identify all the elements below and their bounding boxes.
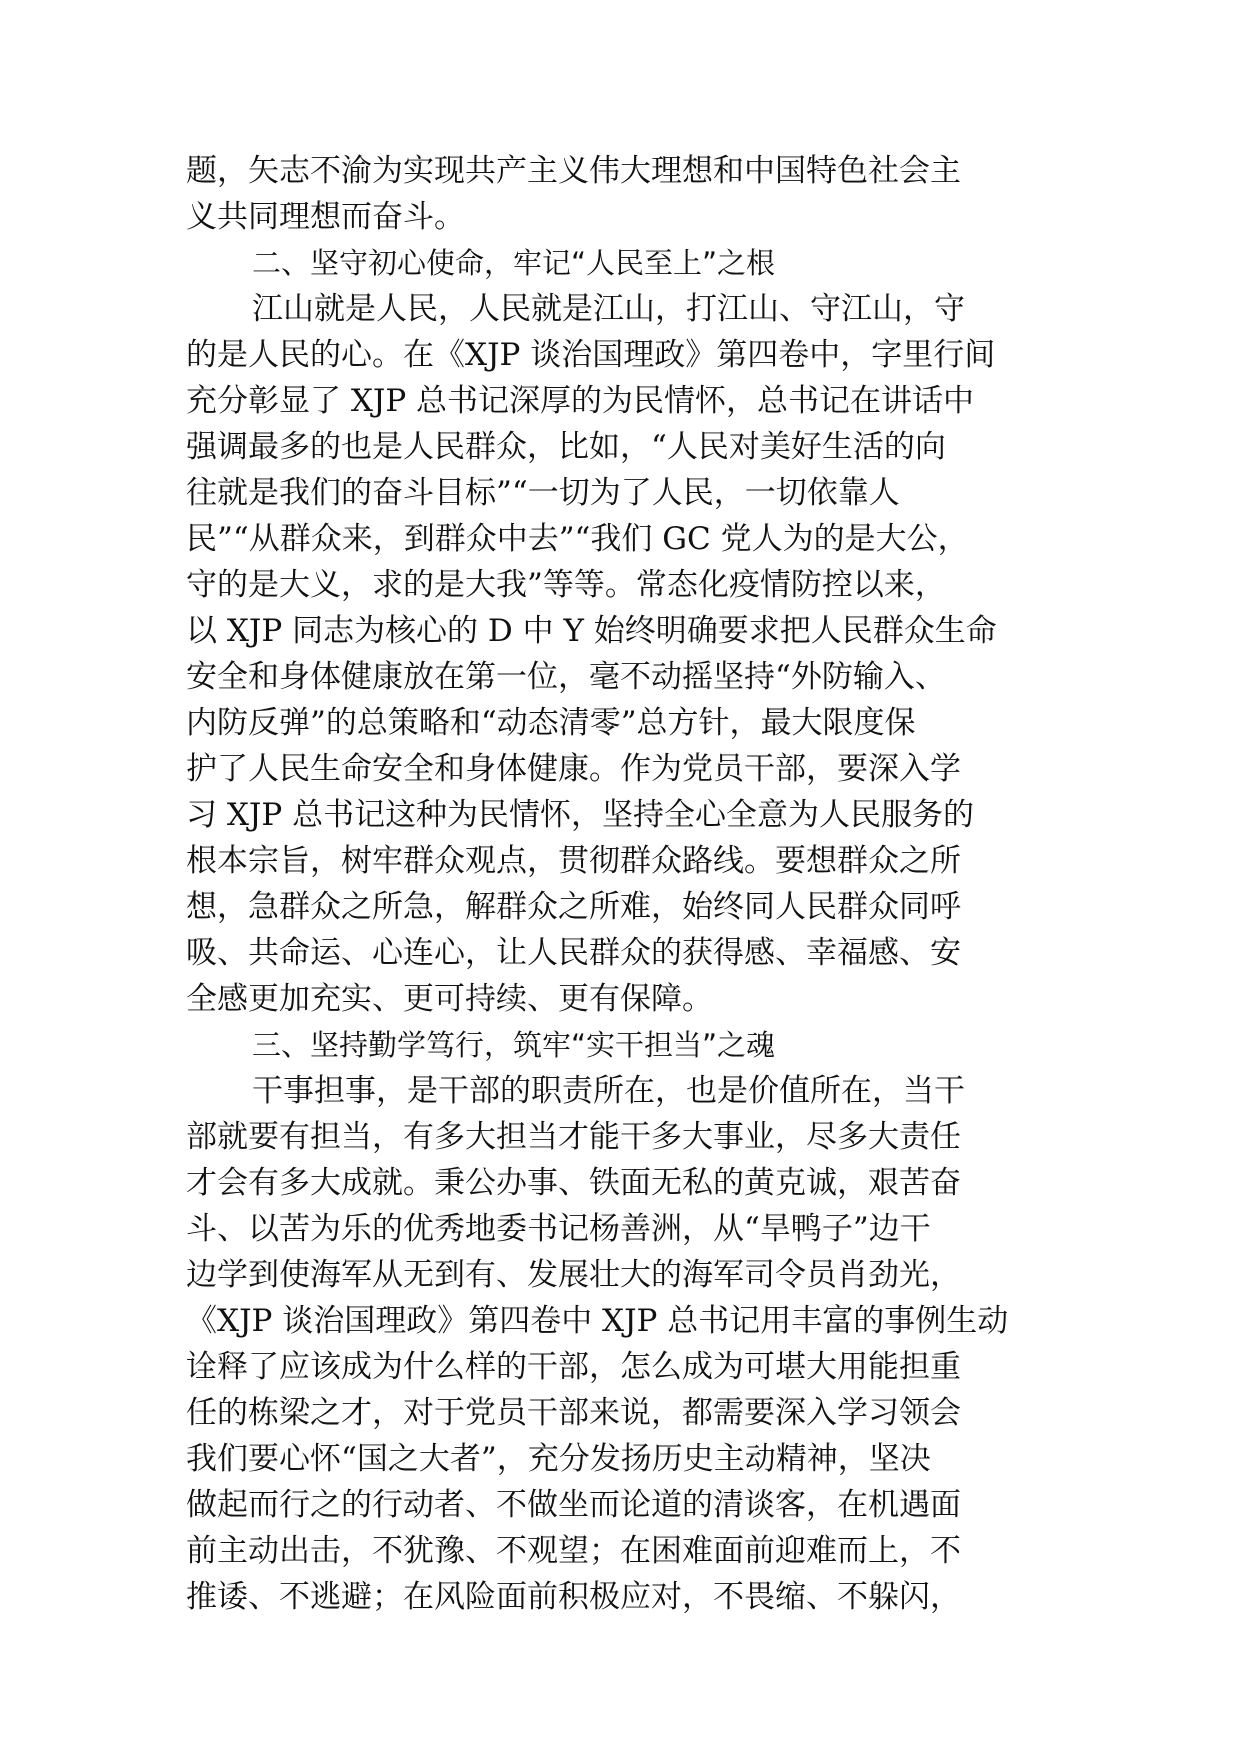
text-line: 题，矢志不渝为实现共产主义伟大理想和中国特色社会主 [186, 153, 961, 189]
section-heading-2: 二、坚守初心使命，牢记“人民至上”之根 [252, 246, 776, 280]
text-line: 习 XJP 总书记这种为民情怀，坚持全心全意为人民服务的 [186, 797, 975, 833]
text-line: 全感更加充实、更可持续、更有保障。 [186, 981, 713, 1017]
text-line: 民”“从群众来，到群众中去”“我们 GC 党人为的是大公， [186, 521, 969, 557]
section-heading-3: 三、坚持勤学笃行，筑牢“实干担当”之魂 [252, 1028, 776, 1062]
text-line: 内防反弹”的总策略和“动态清零”总方针，最大限度保 [186, 705, 916, 741]
text-line: 守的是大义，求的是大我”等等。常态化疫情防控以来， [186, 567, 946, 603]
text-line: 吸、共命运、心连心，让人民群众的获得感、幸福感、安 [186, 935, 961, 971]
text-line: 根本宗旨，树牢群众观点，贯彻群众路线。要想群众之所 [186, 843, 961, 879]
paragraph-start: 江山就是人民，人民就是江山，打江山、守江山，守 [252, 291, 965, 327]
text-line: 做起而行之的行动者、不做坐而论道的清谈客，在机遇面 [186, 1487, 961, 1523]
text-line: 安全和身体健康放在第一位，毫不动摇坚持“外防输入、 [186, 659, 946, 695]
text-line: 往就是我们的奋斗目标”“一切为了人民，一切依靠人 [186, 475, 900, 511]
text-line: 边学到使海军从无到有、发展壮大的海军司令员肖劲光， [186, 1257, 961, 1293]
text-line: 部就要有担当，有多大担当才能干多大事业，尽多大责任 [186, 1119, 961, 1155]
text-line: 才会有多大成就。秉公办事、铁面无私的黄克诚，艰苦奋 [186, 1165, 961, 1201]
text-line: 以 XJP 同志为核心的 D 中 Y 始终明确要求把人民群众生命 [186, 613, 997, 649]
paragraph-start: 干事担事，是干部的职责所在，也是价值所在，当干 [252, 1073, 965, 1109]
text-line: 斗、以苦为乐的优秀地委书记杨善洲，从“旱鸭子”边干 [186, 1211, 931, 1247]
text-line: 《XJP 谈治国理政》第四卷中 XJP 总书记用丰富的事例生动 [186, 1303, 1009, 1339]
text-line: 诠释了应该成为什么样的干部，怎么成为可堪大用能担重 [186, 1349, 961, 1385]
text-line: 充分彰显了 XJP 总书记深厚的为民情怀，总书记在讲话中 [186, 383, 975, 419]
text-line: 任的栋梁之才，对于党员干部来说，都需要深入学习领会 [186, 1395, 961, 1431]
text-line: 的是人民的心。在《XJP 谈治国理政》第四卷中，字里行间 [186, 337, 996, 373]
text-line: 推诿、不逃避；在风险面前积极应对，不畏缩、不躲闪， [186, 1579, 961, 1615]
text-line: 我们要心怀“国之大者”，充分发扬历史主动精神，坚决 [186, 1441, 931, 1477]
body-text [186, 148, 1086, 1620]
text-line: 前主动出击，不犹豫、不观望；在困难面前迎难而上，不 [186, 1533, 961, 1569]
text-line: 护了人民生命安全和身体健康。作为党员干部，要深入学 [186, 751, 961, 787]
text-line: 强调最多的也是人民群众，比如，“人民对美好生活的向 [186, 429, 946, 465]
text-line: 想，急群众之所急，解群众之所难，始终同人民群众同呼 [186, 889, 961, 925]
text-line: 义共同理想而奋斗。 [186, 199, 465, 235]
